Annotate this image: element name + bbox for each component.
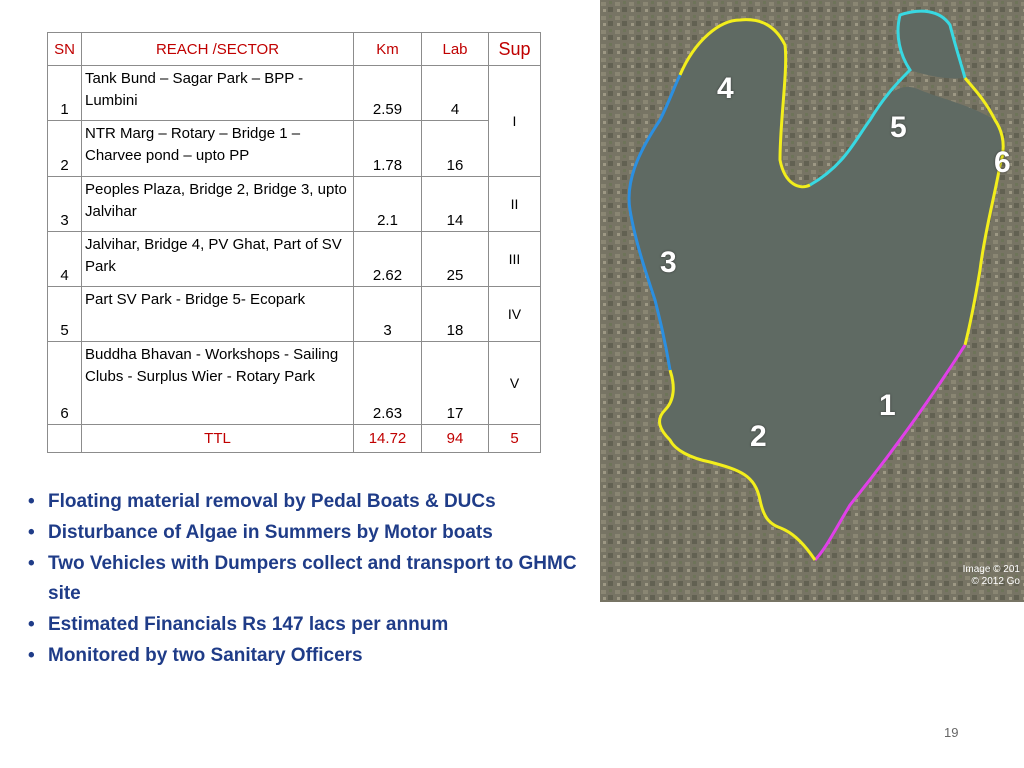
bullet-dot-icon: •: [28, 491, 35, 512]
page-number: 19: [944, 725, 959, 740]
row-lab: 18: [422, 287, 489, 342]
table-row: [48, 232, 541, 287]
row-lab: 16: [422, 121, 489, 177]
bullet-dot-icon: •: [28, 522, 35, 543]
row-sup: I: [489, 66, 541, 177]
header-km: Km: [354, 33, 422, 66]
bullet-text: Two Vehicles with Dumpers collect and transport to GHMC site: [48, 553, 577, 604]
lake-map-drawing: [600, 0, 1024, 602]
bullet-item: [28, 610, 588, 640]
total-km: 14.72: [354, 425, 422, 453]
bullet-item: [28, 518, 588, 548]
total-lab: 94: [422, 425, 489, 453]
reach-sector-table: [47, 32, 541, 453]
total-sn-empty: [48, 425, 82, 453]
row-km: 2.1: [354, 177, 422, 232]
row-sn: 5: [48, 287, 82, 342]
row-reach: NTR Marg – Rotary – Bridge 1 – Charvee pond – upto PP: [82, 121, 354, 177]
zone-label-5: 5: [890, 111, 907, 144]
row-sup: II: [489, 177, 541, 232]
row-sn: 4: [48, 232, 82, 287]
row-reach: Jalvihar, Bridge 4, PV Ghat, Part of SV Park: [82, 232, 354, 287]
zone-label-3: 3: [660, 246, 677, 279]
table-row: [48, 342, 541, 425]
total-sup: 5: [489, 425, 541, 453]
row-reach: Tank Bund – Sagar Park – BPP - Lumbini: [82, 66, 354, 121]
bullet-dot-icon: •: [28, 645, 35, 666]
table-row: [48, 287, 541, 342]
row-reach: Peoples Plaza, Bridge 2, Bridge 3, upto Jalvihar: [82, 177, 354, 232]
row-reach: Buddha Bhavan - Workshops - Sailing Clubs - Surplus Wier - Rotary Park: [82, 342, 354, 425]
bullet-item: [28, 549, 588, 609]
row-lab: 25: [422, 232, 489, 287]
bullet-dot-icon: •: [28, 614, 35, 635]
zone-label-6: 6: [994, 146, 1011, 179]
row-lab: 17: [422, 342, 489, 425]
map-credit-line-1: Image © 201: [962, 564, 1020, 575]
row-sn: 2: [48, 121, 82, 177]
row-sup: IV: [489, 287, 541, 342]
total-label: TTL: [82, 425, 354, 453]
row-km: 2.63: [354, 342, 422, 425]
header-sn: SN: [48, 33, 82, 66]
bullet-text: Estimated Financials Rs 147 lacs per annum: [48, 614, 449, 635]
header-reach-sector: REACH /SECTOR: [82, 33, 354, 66]
bullet-item: [28, 487, 588, 517]
row-lab: 4: [422, 66, 489, 121]
lake-satellite-map: [600, 0, 1024, 602]
row-km: 2.59: [354, 66, 422, 121]
row-sn: 1: [48, 66, 82, 121]
bullet-list: [28, 487, 588, 672]
table-row: [48, 121, 541, 177]
header-sup: Sup: [489, 33, 541, 66]
row-lab: 14: [422, 177, 489, 232]
table-header-row: [48, 33, 541, 66]
bullet-text: Disturbance of Algae in Summers by Motor boats: [48, 522, 493, 543]
row-sup: III: [489, 232, 541, 287]
row-km: 3: [354, 287, 422, 342]
header-lab: Lab: [422, 33, 489, 66]
zone-label-1: 1: [879, 389, 896, 422]
bullet-text: Monitored by two Sanitary Officers: [48, 645, 363, 666]
bullet-item: [28, 641, 588, 671]
bullet-text: Floating material removal by Pedal Boats & DUCs: [48, 491, 496, 512]
zone-label-4: 4: [717, 72, 734, 105]
row-km: 2.62: [354, 232, 422, 287]
bullet-dot-icon: •: [28, 553, 35, 574]
table-row: [48, 66, 541, 121]
row-reach: Part SV Park - Bridge 5- Ecopark: [82, 287, 354, 342]
map-credit: [963, 564, 1020, 588]
table-row: [48, 177, 541, 232]
row-sn: 3: [48, 177, 82, 232]
map-credit-line-2: © 2012 Go: [971, 576, 1020, 587]
row-km: 1.78: [354, 121, 422, 177]
row-sn: 6: [48, 342, 82, 425]
row-sup: V: [489, 342, 541, 425]
zone-label-2: 2: [750, 420, 767, 453]
table-total-row: [48, 425, 541, 453]
